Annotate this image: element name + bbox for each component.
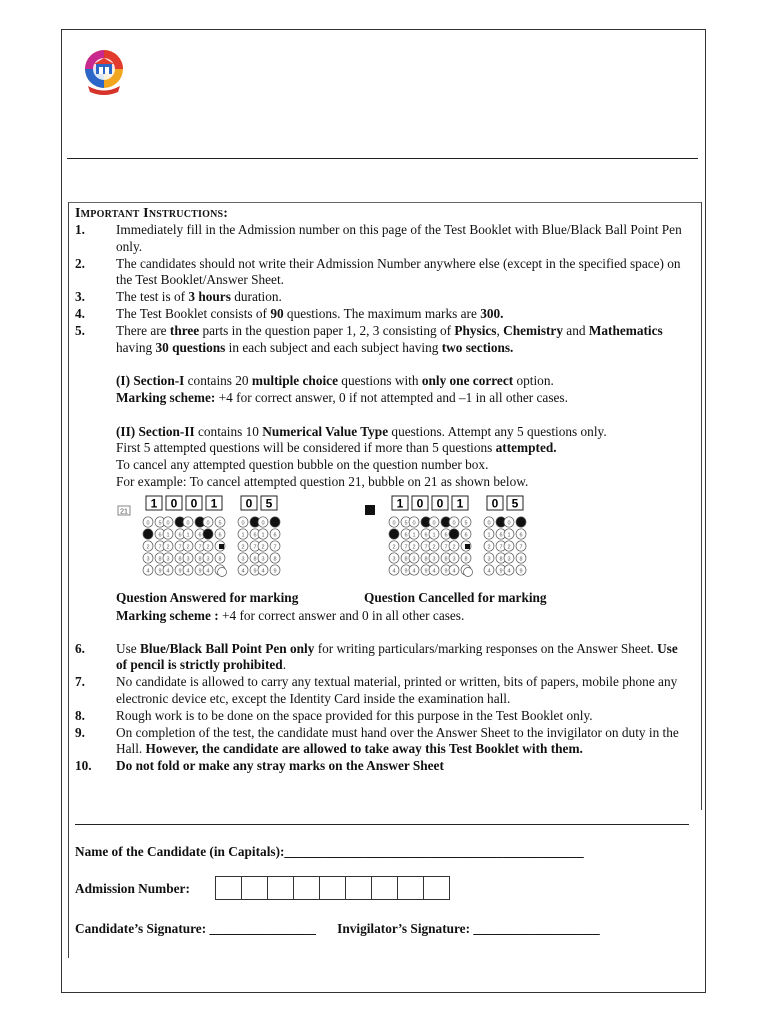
omr-bubble-label: 9 xyxy=(424,568,428,575)
omr-bubble-label: 3 xyxy=(412,556,416,563)
omr-bubble-label: 6 xyxy=(464,532,468,539)
omr-bubble-label: 9 xyxy=(253,568,257,575)
omr-digit-text: 1 xyxy=(210,496,218,511)
omr-bubble-label: 5 xyxy=(404,520,408,527)
admission-digit-box[interactable] xyxy=(267,876,294,900)
section-2-text-run: To cancel any attempted question bubble on the question number box. xyxy=(116,457,489,473)
instructions-box-left xyxy=(68,202,69,958)
section-2-text-run: For example: To cancel attempted question 21, bubble on 21 as shown below. xyxy=(116,473,529,489)
omr-example-answered xyxy=(116,495,360,608)
instruction-text-run: three xyxy=(169,322,200,338)
section-2-text-run: contains 10 xyxy=(194,423,263,439)
omr-bubble-label: 2 xyxy=(166,544,170,551)
omr-digit-text: 0 xyxy=(436,496,444,511)
invigilator-signature-label: Invigilator’s Signature: xyxy=(337,921,471,936)
omr-bubble-label: 9 xyxy=(444,568,448,575)
omr-digit-text: 1 xyxy=(150,496,158,511)
instruction-text xyxy=(116,758,689,775)
omr-bubble-label: 2 xyxy=(452,544,456,551)
omr-bubble-label: 8 xyxy=(499,556,503,563)
omr-bubble-label: 4 xyxy=(507,568,511,575)
omr-bubble-label: 3 xyxy=(452,556,456,563)
instruction-item xyxy=(75,758,689,775)
instruction-number: 8. xyxy=(75,707,85,723)
instruction-text-run: There are xyxy=(116,322,170,338)
instruction-number: 6. xyxy=(75,640,85,656)
omr-bubble-label: 8 xyxy=(198,556,202,563)
omr-bubble-label: 1 xyxy=(412,532,416,539)
omr-bubble-label: 7 xyxy=(424,544,428,551)
instruction-text-run: Blue/Black Ball Point Pen only xyxy=(140,640,315,656)
omr-bubble-label: 3 xyxy=(206,556,210,563)
omr-bubble-label: 4 xyxy=(392,568,396,575)
omr-bubble-label: 1 xyxy=(166,532,170,539)
omr-bubble-label: 0 xyxy=(206,520,210,527)
omr-bubble-label: 6 xyxy=(218,532,222,539)
omr-bubble-label: 8 xyxy=(158,556,162,563)
instruction-text-run: Mathematics xyxy=(588,322,663,338)
omr-bubble-label: 4 xyxy=(166,568,170,575)
omr-bubble-label: 6 xyxy=(519,532,523,539)
omr-digit-text: 1 xyxy=(396,496,404,511)
instruction-text xyxy=(116,725,689,759)
omr-bubble-label: 2 xyxy=(241,544,245,551)
instruction-number: 9. xyxy=(75,724,85,740)
instruction-text xyxy=(116,222,689,256)
instruction-text-run: having xyxy=(116,339,156,355)
instruction-text-run: Physics xyxy=(454,322,497,338)
omr-bubble-label: 4 xyxy=(206,568,210,575)
section-2-text xyxy=(116,424,689,491)
omr-bubble-label: 3 xyxy=(261,556,265,563)
admission-digit-box[interactable] xyxy=(371,876,398,900)
omr-bubble-label: 2 xyxy=(487,544,491,551)
omr-bubble xyxy=(218,567,227,576)
invigilator-signature-field[interactable]: ___________________ xyxy=(473,921,600,936)
instruction-text-run: for writing particulars/marking responses on the Answer Sheet. xyxy=(314,640,658,656)
omr-bubble-label: 4 xyxy=(452,568,456,575)
admission-digit-box[interactable] xyxy=(423,876,450,900)
instruction-text-run: two sections. xyxy=(441,339,514,355)
omr-bubble-label: 6 xyxy=(444,532,448,539)
omr-bubble-label: 3 xyxy=(241,556,245,563)
omr-bubble-label: 8 xyxy=(424,556,428,563)
admission-digit-box[interactable] xyxy=(293,876,320,900)
section-1-text-run: only one correct xyxy=(421,373,514,389)
omr-bubble-label: 6 xyxy=(499,532,503,539)
omr-bubble-filled xyxy=(143,529,153,539)
omr-bubble-label: 0 xyxy=(166,520,170,527)
instruction-item xyxy=(75,708,689,725)
omr-bubble-label: 3 xyxy=(166,556,170,563)
omr-bubble-label: 4 xyxy=(432,568,436,575)
omr-bubble-label: 6 xyxy=(158,532,162,539)
omr-bubble-label: 8 xyxy=(218,556,222,563)
instruction-text xyxy=(116,306,689,323)
instruction-item xyxy=(75,641,689,675)
admission-digit-box[interactable] xyxy=(215,876,242,900)
instructions-heading: Important Instructions: xyxy=(75,206,229,221)
omr-bubble-label: 7 xyxy=(178,544,182,551)
instruction-text-run: questions. The maximum marks are xyxy=(283,305,481,321)
section-1-text-run: multiple choice xyxy=(251,373,338,389)
omr-digit-text: 0 xyxy=(416,496,424,511)
omr-bubble-label: 2 xyxy=(412,544,416,551)
section-1-text-run: Marking scheme: xyxy=(116,389,216,405)
question-number-bubble-filled xyxy=(365,505,375,515)
omr-bubble-label: 0 xyxy=(241,520,245,527)
section-1-text-run: questions with xyxy=(337,373,422,389)
omr-bubble-label: 7 xyxy=(519,544,523,551)
section-2-marking-scheme-run: Marking scheme : xyxy=(116,607,219,623)
omr-bubble-label: 8 xyxy=(464,556,468,563)
instruction-text-run: Chemistry xyxy=(503,322,563,338)
omr-bubble-label: 9 xyxy=(519,568,523,575)
omr-bubble-label: 5 xyxy=(218,520,222,527)
omr-bubble-label: 2 xyxy=(392,544,396,551)
section-1-text-run: +4 for correct answer, 0 if not attempted and –1 in all other cases. xyxy=(215,389,568,405)
instruction-text xyxy=(116,674,689,708)
instruction-text-run: and xyxy=(562,322,589,338)
instructions-list xyxy=(75,222,689,775)
instruction-text-run: 90 xyxy=(270,305,284,321)
omr-bubble-label: 6 xyxy=(273,532,277,539)
omr-bubble-label: 0 xyxy=(261,520,265,527)
omr-bubble-label: 7 xyxy=(444,544,448,551)
omr-bubble-label: 8 xyxy=(253,556,257,563)
instruction-text-run: Do not fold or make any stray marks on the Answer Sheet xyxy=(116,758,444,774)
instruction-text-run: Immediately fill in the Admission number on this page of the Test Booklet with Blue/Black Ball Point Pen only. xyxy=(116,222,682,254)
omr-bubble-label: 3 xyxy=(507,556,511,563)
instruction-number: 5. xyxy=(75,322,85,338)
omr-bubble-label: 2 xyxy=(146,544,150,551)
section-1-text xyxy=(116,373,689,407)
instruction-number: 7. xyxy=(75,674,85,690)
instruction-text-run: However, the candidate are allowed to take away this Test Booklet with them. xyxy=(145,741,583,757)
omr-bubble-label: 6 xyxy=(404,532,408,539)
caption-answered: Question Answered for marking xyxy=(116,589,299,605)
omr-bubble-filled xyxy=(449,529,459,539)
omr-examples xyxy=(116,495,689,608)
omr-bubble-label: 4 xyxy=(146,568,150,575)
instruction-item xyxy=(75,306,689,323)
omr-bubble-label: 7 xyxy=(198,544,202,551)
footer-divider xyxy=(75,824,689,825)
omr-bubble-label: 2 xyxy=(206,544,210,551)
omr-bubble-label: 0 xyxy=(412,520,416,527)
instruction-text xyxy=(116,708,689,725)
instructions-box-top xyxy=(68,202,702,203)
omr-bubble-label: 3 xyxy=(146,556,150,563)
omr-bubble-label: 2 xyxy=(261,544,265,551)
instruction-item xyxy=(75,289,689,306)
omr-bubble xyxy=(464,567,473,576)
omr-bubble-label: 2 xyxy=(432,544,436,551)
omr-bubble-label: 9 xyxy=(499,568,503,575)
instruction-number: 3. xyxy=(75,289,85,305)
omr-bubble-label: 7 xyxy=(404,544,408,551)
omr-bubble-label: 1 xyxy=(487,532,491,539)
question-number-text: 21 xyxy=(120,508,128,516)
candidate-name-row xyxy=(75,844,584,860)
section-2-text-run: First 5 attempted questions will be considered if more than 5 questions xyxy=(116,440,496,456)
instruction-number: 10. xyxy=(75,758,92,774)
omr-bubble-label: 6 xyxy=(198,532,202,539)
omr-bubble-label: 0 xyxy=(487,520,491,527)
omr-bubble-label: 8 xyxy=(178,556,182,563)
omr-digit-text: 0 xyxy=(245,496,253,511)
omr-bubble-label: 9 xyxy=(158,568,162,575)
instruction-item xyxy=(75,674,689,708)
omr-bubble-label: 7 xyxy=(253,544,257,551)
instruction-text-run: Use xyxy=(116,640,141,656)
omr-digit-text: 0 xyxy=(170,496,178,511)
omr-bubble-label: 7 xyxy=(499,544,503,551)
omr-bubble-label: 2 xyxy=(507,544,511,551)
section-2-text-run: Numerical Value Type xyxy=(262,423,389,439)
omr-bubble-label: 0 xyxy=(392,520,396,527)
omr-example-cancelled xyxy=(362,495,606,608)
section-block xyxy=(75,356,689,624)
section-2-text-run: attempted. xyxy=(495,440,557,456)
omr-bubble-label: 6 xyxy=(424,532,428,539)
omr-bubble-label: 0 xyxy=(186,520,190,527)
instruction-number: 4. xyxy=(75,305,85,321)
omr-bubble-label: 8 xyxy=(444,556,448,563)
instruction-text-run: Rough work is to be done on the space provided for this purpose in the Test Booklet only. xyxy=(116,707,593,723)
omr-bubble-label: 3 xyxy=(186,556,190,563)
omr-bubble-label: 9 xyxy=(273,568,277,575)
omr-digit-text: 5 xyxy=(511,496,519,511)
candidate-name-field[interactable]: _____________________________________________ xyxy=(284,844,584,859)
omr-bubble-label: 0 xyxy=(507,520,511,527)
instruction-item xyxy=(75,256,689,290)
omr-bubble-label: 2 xyxy=(186,544,190,551)
instruction-text-run: The Test Booklet consists of xyxy=(116,305,271,321)
omr-bubble-label: 4 xyxy=(487,568,491,575)
section-1-text-run: contains 20 xyxy=(184,373,252,389)
omr-bubble-label: 9 xyxy=(178,568,182,575)
admission-digit-box[interactable] xyxy=(397,876,424,900)
admission-number-label: Admission Number: xyxy=(75,881,190,896)
header-divider xyxy=(67,158,698,159)
decimal-marker xyxy=(219,544,224,549)
instruction-items-1-5 xyxy=(75,222,689,356)
instruction-item xyxy=(75,725,689,759)
instruction-number: 1. xyxy=(75,222,85,237)
omr-bubble-label: 6 xyxy=(253,532,257,539)
omr-bubble-label: 1 xyxy=(186,532,190,539)
instruction-text xyxy=(116,289,689,306)
instruction-number: 2. xyxy=(75,255,85,271)
instruction-text-run: The candidates should not write their Admission Number anywhere else (except in the specified space) on the Test Booklet/Answer Sheet. xyxy=(116,255,681,288)
admission-number-boxes[interactable] xyxy=(216,876,450,900)
caption-cancelled: Question Cancelled for marking xyxy=(364,589,547,605)
decimal-marker xyxy=(465,544,470,549)
instruction-item xyxy=(75,222,689,256)
omr-bubble-label: 3 xyxy=(392,556,396,563)
instruction-text-run: The test is of xyxy=(116,289,189,305)
omr-bubble-label: 0 xyxy=(452,520,456,527)
instruction-text-run: Use of pencil is strictly prohibited xyxy=(116,640,678,673)
instruction-text-run: . xyxy=(282,657,287,673)
omr-bubble-label: 6 xyxy=(178,532,182,539)
omr-digit-text: 5 xyxy=(265,496,273,511)
omr-digit-text: 1 xyxy=(456,496,464,511)
signature-row xyxy=(75,921,600,937)
candidate-signature-field[interactable]: ________________ xyxy=(209,921,316,936)
omr-bubble-label: 9 xyxy=(404,568,408,575)
admission-digit-box[interactable] xyxy=(345,876,372,900)
omr-digit-text: 0 xyxy=(491,496,499,511)
omr-bubble-label: 8 xyxy=(273,556,277,563)
omr-bubble-filled xyxy=(270,517,280,527)
instruction-text xyxy=(116,323,689,357)
candidate-signature-label: Candidate’s Signature: xyxy=(75,921,207,936)
omr-bubble-filled xyxy=(516,517,526,527)
omr-bubble-filled xyxy=(203,529,213,539)
omr-bubble-label: 5 xyxy=(158,520,162,527)
omr-bubble-label: 4 xyxy=(186,568,190,575)
institute-emblem-icon xyxy=(82,48,126,96)
omr-bubble-label: 9 xyxy=(198,568,202,575)
instruction-text xyxy=(116,641,689,675)
omr-bubble-label: 1 xyxy=(261,532,265,539)
instruction-text-run: duration. xyxy=(230,289,282,305)
section-1-text-run: option. xyxy=(513,373,554,389)
omr-bubble-filled xyxy=(389,529,399,539)
omr-bubble-label: 7 xyxy=(273,544,277,551)
section-1-text-run: (I) Section-I xyxy=(116,373,185,389)
section-2-marking-scheme-run: +4 for correct answer and 0 in all other cases. xyxy=(218,607,465,623)
instruction-text-run: 3 hours xyxy=(188,289,231,305)
omr-bubble-label: 4 xyxy=(241,568,245,575)
omr-bubble-label: 7 xyxy=(158,544,162,551)
section-2-text-run: (II) Section-II xyxy=(116,423,195,439)
omr-bubble-label: 5 xyxy=(464,520,468,527)
omr-bubble-label: 4 xyxy=(261,568,265,575)
omr-bubble-label: 0 xyxy=(146,520,150,527)
instruction-text xyxy=(116,256,689,290)
instruction-items-6-10 xyxy=(75,641,689,775)
instruction-text-run: 300. xyxy=(480,305,504,321)
instruction-text-run: parts in the question paper 1, 2, 3 consisting of xyxy=(199,322,455,338)
omr-bubble-label: 1 xyxy=(241,532,245,539)
instruction-text-run: On completion of the test, the candidate must hand over the Answer Sheet to the invigilator on duty in the Hall. xyxy=(116,724,679,757)
admission-digit-box[interactable] xyxy=(241,876,268,900)
admission-digit-box[interactable] xyxy=(319,876,346,900)
section-2-marking-scheme xyxy=(116,608,689,625)
omr-bubble-label: 1 xyxy=(507,532,511,539)
section-2-text-run: questions. Attempt any 5 questions only. xyxy=(388,423,607,439)
candidate-name-label: Name of the Candidate (in Capitals): xyxy=(75,844,285,859)
omr-digit-text: 0 xyxy=(190,496,198,511)
instruction-text-run: 30 questions xyxy=(155,339,226,355)
omr-bubble-label: 8 xyxy=(404,556,408,563)
instruction-text-run: , xyxy=(496,322,504,338)
omr-bubble-label: 1 xyxy=(432,532,436,539)
omr-bubble-label: 3 xyxy=(432,556,436,563)
omr-bubble-label: 8 xyxy=(519,556,523,563)
instruction-item xyxy=(75,323,689,357)
omr-bubble-label: 3 xyxy=(487,556,491,563)
instructions-box-right xyxy=(701,202,702,810)
instruction-text-run: No candidate is allowed to carry any textual material, printed or written, bits of papers, mobile phone any electronic device etc, except the Identity Card inside the examination hall. xyxy=(116,674,678,706)
omr-bubble-label: 4 xyxy=(412,568,416,575)
omr-bubble-label: 0 xyxy=(432,520,436,527)
instruction-text-run: in each subject and each subject having xyxy=(225,339,442,355)
